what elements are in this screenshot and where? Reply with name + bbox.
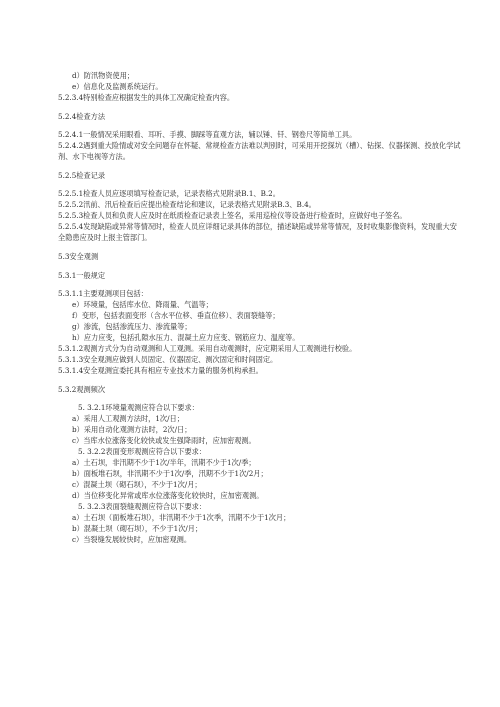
text-line: 5.3安全观测 — [58, 252, 99, 261]
text-line: e）环境量，包括库水位、降雨量、气温等； — [72, 300, 213, 309]
text-line: 5.3.1.2观测方式分为自动观测和人工观测。采用自动观测时，应定期采用人工观测进行校验。 — [58, 344, 357, 353]
text-line: 5.2.5.3检查人员和负责人应及时在纸质检查记录表上签名，采用巡检仪等设备进行检查时，应做好电子签名。 — [58, 211, 407, 220]
text-line: h）应力应变，包括孔隙水压力、混凝土应力应变、钢筋应力、温度等。 — [72, 333, 300, 342]
text-line: 5.2.4.2遇到重大险情或对安全问题存在怀疑、常规检查方法难以判别时，可采用开挖探坑（槽）、钻探、仪器探测、投放化学试剂、水下电视等方法。 — [58, 141, 461, 161]
text-line: a）采用人工观测方法时，1次/日； — [72, 414, 184, 423]
text-line: 5.2.4.1一般情况采用眼看、耳听、手摸、脚踩等直观方法，辅以锤、钎、钢卷尺等简单工具。 — [58, 130, 357, 139]
text-line: d）当位移变化异常或库水位涨落变化较快时，应加密观测。 — [72, 491, 264, 500]
text-line: 5.3.1.1主要观测项目包括： — [58, 289, 148, 298]
text-line: a）土石坝，非汛期不少于1次/半年，汛期不少于1次/季； — [72, 458, 256, 467]
text-line: 5.3.1.3安全观测应做到人员固定、仪器固定、测次固定和时间固定。 — [58, 355, 278, 364]
text-line: 5.2.5检查记录 — [58, 171, 106, 180]
text-line: 5.2.3.4特别检查应根据发生的具体工况确定检查内容。 — [58, 93, 235, 102]
text-line: 5. 3.2.2表面变形观测应符合以下要求： — [78, 447, 207, 456]
text-line: 5.2.5.1检查人员应逐项填写检查记录，记录表格式见附录B.1、B.2。 — [58, 189, 280, 198]
text-line: 5.2.5.4发现缺陷或异常等情况时，检查人员应详细记录具体的部位，描述缺陷或异常等情况，及时收集影像资料，发现重大安全隐患应及时上报主管部门。 — [58, 222, 457, 242]
text-line: d）防汛物资使用； — [72, 71, 135, 80]
text-line: e）信息化及监测系统运行。 — [72, 82, 163, 91]
document-body — [58, 70, 464, 545]
text-line: f）变形，包括表面变形（含水平位移、垂直位移）、表面裂缝等； — [72, 311, 280, 320]
text-line: 5. 3.2.1环境量观测应符合以下要求： — [78, 403, 199, 412]
text-line: 5.2.4检查方法 — [58, 112, 106, 121]
text-line: c）当库水位涨落变化较快或发生强降雨时，应加密观测。 — [72, 436, 256, 445]
text-line: c）混凝土坝（砌石坝），不少于1次/月； — [72, 480, 202, 489]
text-line: c）当裂缝发展较快时，应加密观测。 — [72, 535, 192, 544]
text-line: 5.3.1一般规定 — [58, 271, 106, 280]
text-line: b）面板堆石坝，非汛期不少于1次/季，汛期不少于1次/2月； — [72, 469, 268, 478]
text-line: 5.3.2观测频次 — [58, 385, 106, 394]
text-line: 5.3.1.4安全观测宜委托具有相应专业技术力量的服务机构承担。 — [58, 366, 263, 375]
text-line: 5. 3.2.3表面裂缝观测应符合以下要求： — [78, 502, 207, 511]
text-line: b）采用自动化观测方法时，2次/日； — [72, 425, 192, 434]
text-line: 5.2.5.2汛前、汛后检查后应提出检查结论和建议，记录表格式见附录B.3、B.4。 — [58, 200, 316, 209]
text-line: a）土石坝（面板堆石坝），非汛期不少于1次季，汛期不少于1次月； — [72, 513, 291, 522]
text-line: b）混凝土坝（砌石坝），不少于1次/月； — [72, 524, 203, 533]
text-line: g）渗流，包括渗流压力、渗流量等； — [72, 322, 192, 331]
